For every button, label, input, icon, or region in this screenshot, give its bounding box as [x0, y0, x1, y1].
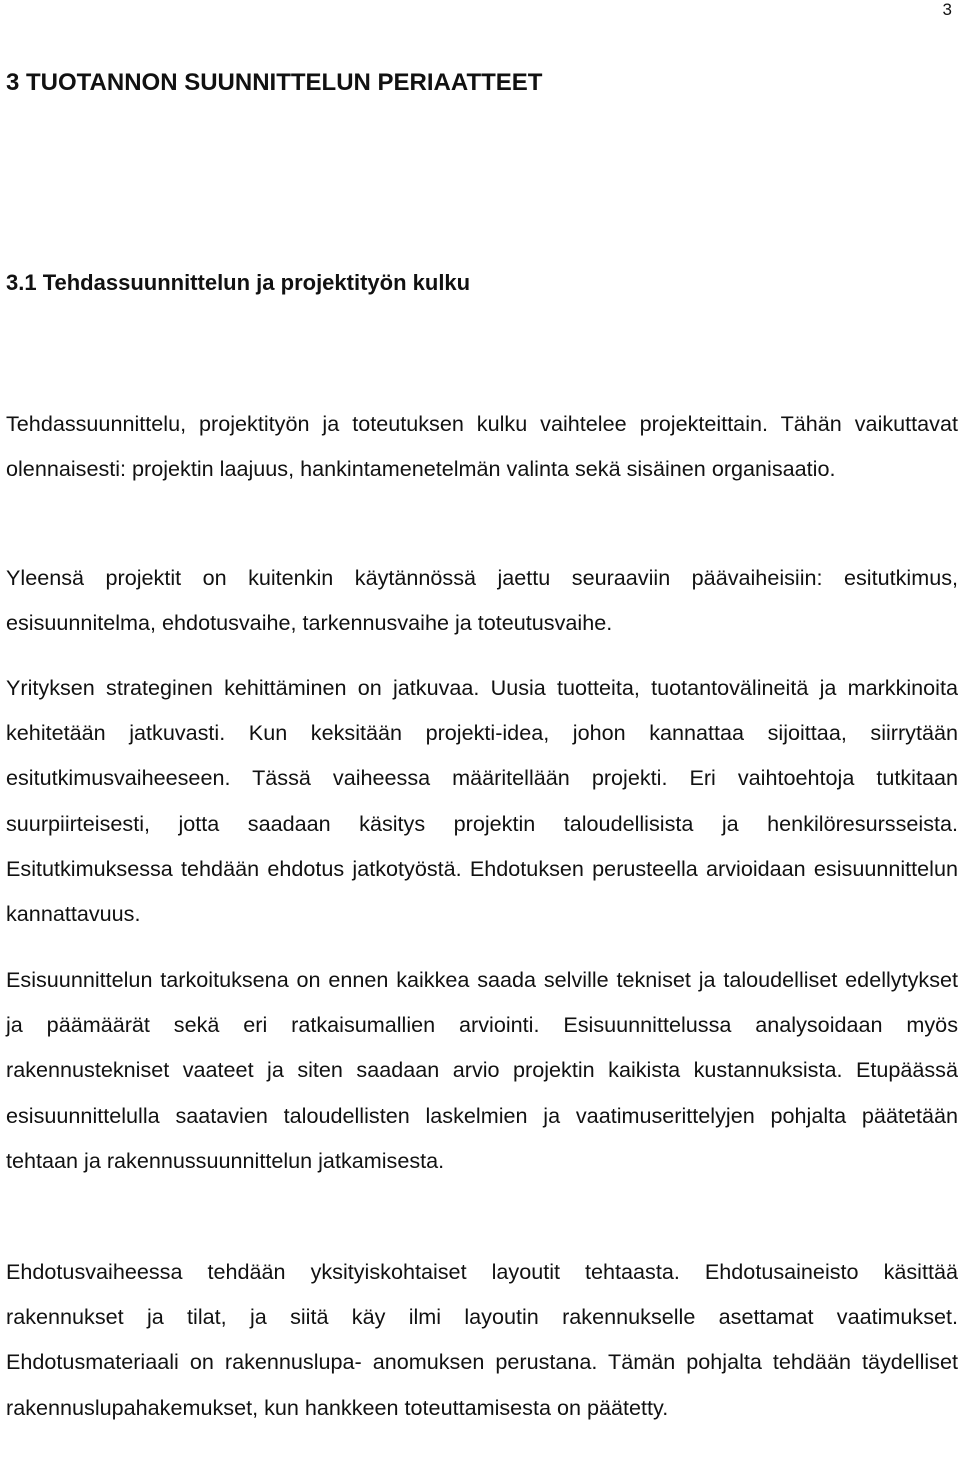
section-title: 3.1 Tehdassuunnittelun ja projektityön kulku — [6, 270, 471, 295]
paragraph-proposal-phase: Ehdotusvaiheessa tehdään yksityiskohtaiset layoutit tehtaasta. Ehdotusaineisto käsittää rakennukset ja tilat, ja siitä käy ilmi layoutin rakennukselle asettamat vaatimukset. Ehdotusmateriaali on rakennuslupa- anomuksen perustana. Tämän pohjalta tehdään täydelliset rakennuslupahakemukset, kun hankkeen toteuttamisesta on päätetty. — [6, 1259, 958, 1420]
paragraph-intro: Tehdassuunnittelu, projektityön ja toteutuksen kulku vaihtelee projekteittain. Tähän vaikuttavat olennaisesti: projektin laajuus, hankintamenetelmän valinta sekä sisäinen organisaatio. — [6, 411, 958, 482]
paragraph-preliminary-study: Yrityksen strateginen kehittäminen on jatkuvaa. Uusia tuotteita, tuotantovälineitä ja markkinoita kehitetään jatkuvasti. Kun keksitään projekti-idea, johon kannattaa sijoittaa, siirrytään esitutkimusvaiheeseen. Tässä vaiheessa määritellään projekti. Eri vaihtoehtoja tutkitaan suurpiirteisesti, jotta saadaan käsitys projektin taloudellisista ja henkilöresursseista. Esitutkimuksessa tehdään ehdotus jatkotyöstä. Ehdotuksen perusteella arvioidaan esisuunnittelun kannattavuus. — [6, 675, 958, 927]
page-number: 3 — [942, 0, 952, 19]
chapter-title: 3 TUOTANNON SUUNNITTELUN PERIAATTEET — [6, 69, 543, 96]
paragraph-phases: Yleensä projektit on kuitenkin käytännössä jaettu seuraaviin päävaiheisiin: esitutkimus, esisuunnitelma, ehdotusvaihe, tarkennusvaihe ja toteutusvaihe. — [6, 565, 958, 636]
paragraph-pre-design: Esisuunnittelun tarkoituksena on ennen kaikkea saada selville tekniset ja taloudelliset edellytykset ja päämäärät sekä eri ratkaisumallien arviointi. Esisuunnittelussa analysoidaan myös rakennustekniset vaateet ja siten saadaan arvio projektin kaikista kustannuksista. Etupäässä esisuunnittelulla saatavien taloudellisten laskelmien ja vaatimuserittelyjen pohjalta päätetään tehtaan ja rakennussuunnittelun jatkamisesta. — [6, 967, 958, 1173]
